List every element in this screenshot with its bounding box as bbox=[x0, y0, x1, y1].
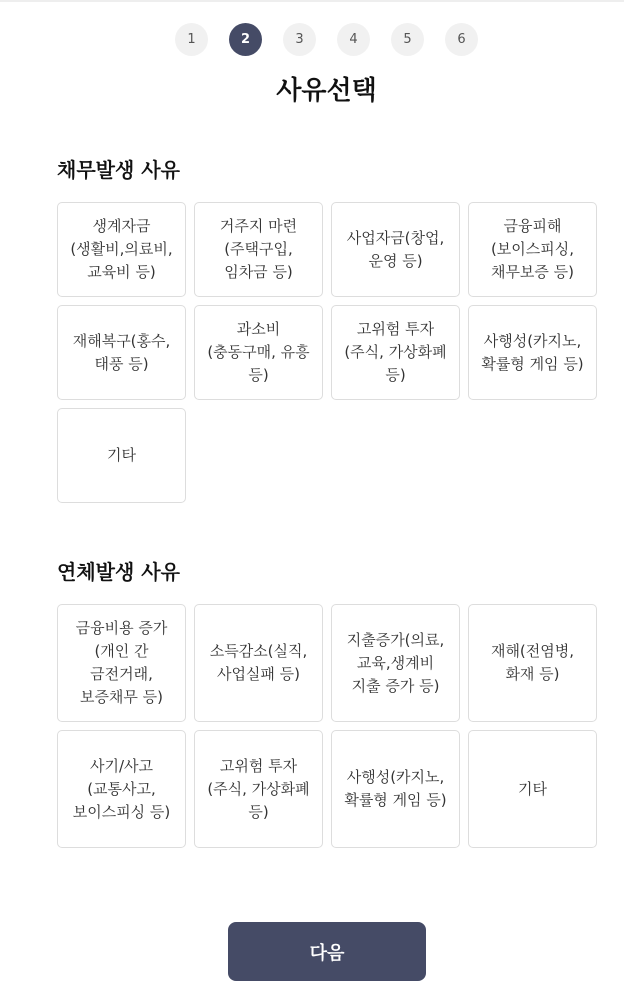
debt-reason-disaster-recovery[interactable]: 재해복구(홍수, 태풍 등) bbox=[57, 305, 186, 400]
step-5[interactable]: 5 bbox=[391, 23, 424, 56]
step-2-current[interactable]: 2 bbox=[229, 23, 262, 56]
overdue-reason-expense-increase[interactable]: 지출증가(의료, 교육,생계비 지출 증가 등) bbox=[331, 604, 460, 722]
page-title: 사유선택 bbox=[276, 76, 377, 106]
debt-reason-financial-fraud[interactable]: 금융피해 (보이스피싱, 채무보증 등) bbox=[468, 202, 597, 297]
step-6[interactable]: 6 bbox=[445, 23, 478, 56]
overdue-reason-grid bbox=[57, 604, 597, 848]
debt-reason-overspending[interactable]: 과소비 (충동구매, 유흥 등) bbox=[194, 305, 323, 400]
debt-reason-other[interactable]: 기타 bbox=[57, 408, 186, 503]
overdue-section-title: 연체발생 사유 bbox=[57, 560, 180, 584]
step-1[interactable]: 1 bbox=[175, 23, 208, 56]
overdue-reason-high-risk-investment[interactable]: 고위험 투자 (주식, 가상화폐 등) bbox=[194, 730, 323, 848]
debt-reason-living-expenses[interactable]: 생계자금 (생활비,의료비, 교육비 등) bbox=[57, 202, 186, 297]
overdue-reason-disaster[interactable]: 재해(전염병, 화재 등) bbox=[468, 604, 597, 722]
debt-reason-gambling[interactable]: 사행성(카지노, 확률형 게임 등) bbox=[468, 305, 597, 400]
debt-reason-business-funds[interactable]: 사업자금(창업, 운영 등) bbox=[331, 202, 460, 297]
overdue-reason-income-decrease[interactable]: 소득감소(실직, 사업실패 등) bbox=[194, 604, 323, 722]
step-3[interactable]: 3 bbox=[283, 23, 316, 56]
next-button[interactable]: 다음 bbox=[228, 922, 426, 981]
debt-reason-high-risk-investment[interactable]: 고위험 투자 (주식, 가상화폐 등) bbox=[331, 305, 460, 400]
debt-reason-grid bbox=[57, 202, 597, 503]
overdue-reason-financial-cost[interactable]: 금융비용 증가 (개인 간 금전거래, 보증채무 등) bbox=[57, 604, 186, 722]
step-4[interactable]: 4 bbox=[337, 23, 370, 56]
debt-section-title: 채무발생 사유 bbox=[57, 158, 180, 182]
overdue-reason-other[interactable]: 기타 bbox=[468, 730, 597, 848]
overdue-reason-fraud-accident[interactable]: 사기/사고 (교통사고, 보이스피싱 등) bbox=[57, 730, 186, 848]
overdue-reason-gambling[interactable]: 사행성(카지노, 확률형 게임 등) bbox=[331, 730, 460, 848]
debt-reason-housing[interactable]: 거주지 마련 (주택구입, 임차금 등) bbox=[194, 202, 323, 297]
step-indicator bbox=[0, 23, 624, 56]
top-divider bbox=[0, 0, 624, 2]
